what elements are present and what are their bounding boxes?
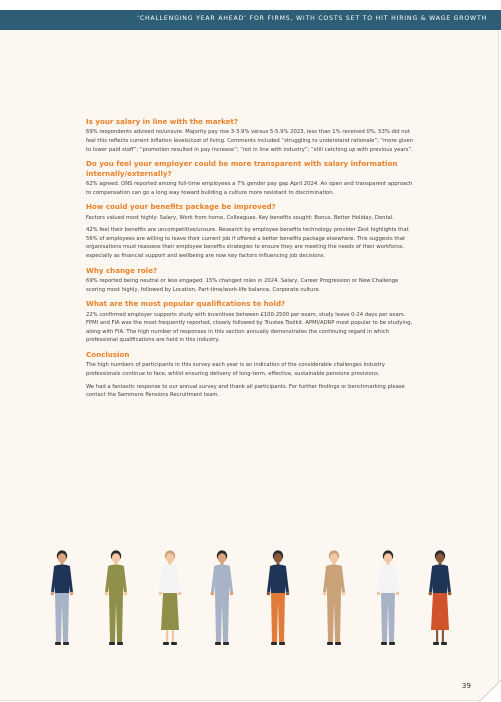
person-figure-7 — [377, 550, 400, 645]
person-figure-5 — [267, 550, 290, 645]
section-heading: Is your salary in line with the market? — [86, 117, 238, 126]
person-figure-1 — [51, 550, 74, 645]
header-banner-text: ‘CHALLENGING YEAR AHEAD’ FOR FIRMS, WITH COSTS SET TO HIT HIRING & WAGE GROWTH — [137, 15, 487, 22]
section-paragraph: 42% feel their benefits are uncompetitive/unsure. Research by employee benefits technology provider Zest highlights that 56% of employees are willing to leave their current job if offered a better benefits package elsewhere. This suggests that organisations must reassess their employee benefits strategies to ensure they are meeting the needs of their workforce, especially as financial support and wellbeing are now key factors influencing job decisions. — [86, 227, 409, 259]
page-number: 39 — [462, 682, 471, 690]
section-heading: Why change role? — [86, 265, 158, 275]
section-heading: How could your benefits package be improved? — [86, 202, 276, 212]
person-figure-6 — [323, 550, 346, 645]
header-banner — [0, 0, 501, 30]
group-of-professionals-illustration — [44, 548, 464, 648]
section-paragraph: 69% reported being neutral or less engaged. 15% changed roles in 2024. Salary, Career Progression or New Challenge scoring most highly, followed by Location, Part-time/work-life balance, Corporate culture. — [86, 277, 399, 293]
person-figure-4 — [211, 550, 234, 645]
section-heading: What are the most popular qualifications to hold? — [86, 299, 286, 309]
section-paragraph: Factors valued most highly: Salary, Work from home, Colleagues. Key benefits sought: Bonus, Better Holiday, Dental. — [86, 214, 394, 221]
header-banner-notch — [0, 0, 22, 10]
section-paragraph: 22% confirmed employer supports study with incentives between £100-2500 per exam, study leave 0-24 days per exam. FPMI and FIA was the most frequently reported, closely followed by Trustee Toolkit. APMI/ADRP most popular to be studying, along with FIA. The high number of responses in this section annually demonstrates the continuing regard in which professional qualifications are held in this industry. — [86, 311, 413, 344]
section-paragraph: The high numbers of participants in this survey each year is an indication of the considerable challenges industry professionals continue to face, whilst ensuring delivery of long-term, effective, sustainable pensions provisions. — [86, 362, 385, 377]
section-paragraph: 69% respondents advised no/unsure. Majority pay rise 3-3.9% versus 5-5.9% 2023, less than 1% received 0%. 53% did not feel this reflects current inflation levels/cost of living. Comments included “struggling to understand rationale”; “more given to lower paid staff”; “promotion resulted in pay increase”; “not in line with industry”; “still catching up with previous years”. — [86, 129, 413, 153]
person-figure-8 — [429, 550, 452, 645]
section-heading: Conclusion — [86, 349, 130, 359]
article-body — [86, 117, 416, 404]
section-heading: Do you feel your employer could be more transparent with salary information internally/externally? — [86, 159, 398, 178]
section-paragraph: We had a fantastic response to our annual survey and thank all participants. For further findings or benchmarking please contact the Sammons Pensions Recruitment team. — [86, 383, 405, 399]
person-figure-3 — [159, 550, 182, 645]
page-curl-corner — [479, 680, 501, 702]
person-figure-2 — [105, 550, 128, 645]
section-paragraph: 62% agreed. ONS reported among full-time employees a 7% gender pay gap April 2024. An open and transparent approach to compensation can go a long way toward building a culture more resistant to discrimination. — [86, 181, 413, 196]
